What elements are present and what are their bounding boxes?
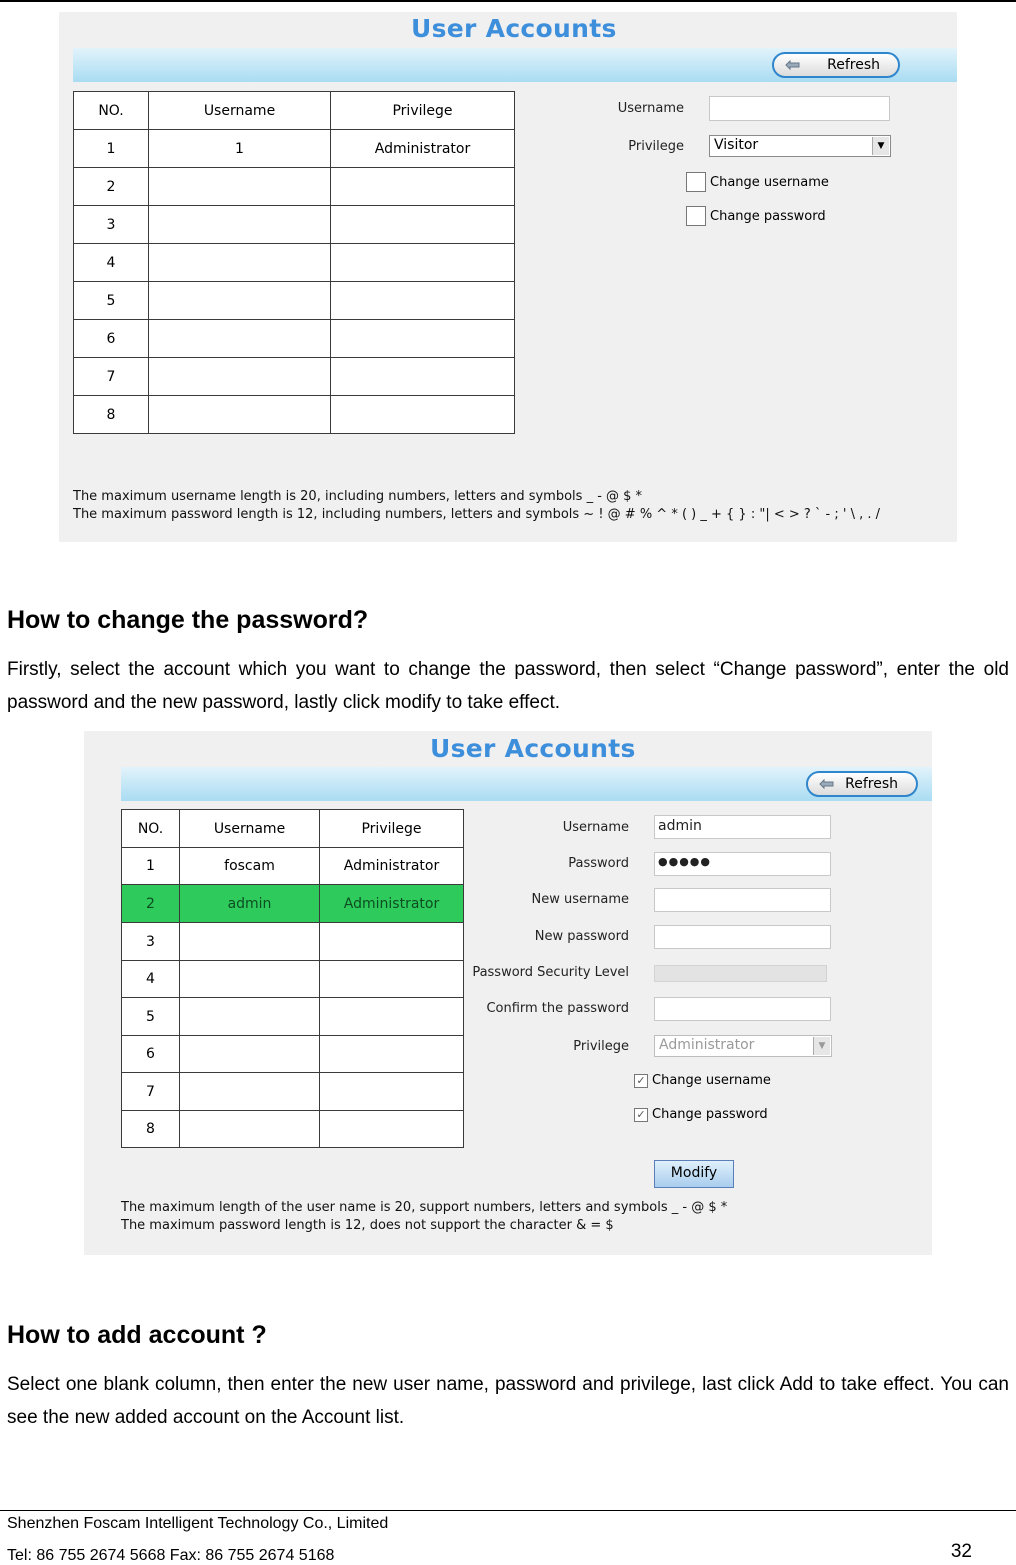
row-no: 4	[74, 244, 149, 282]
username-length-note: The maximum length of the user name is 20, support numbers, letters and symbols _ - @ $ *	[121, 1200, 728, 1215]
row-no: 6	[122, 1036, 180, 1073]
username-length-note: The maximum username length is 20, including numbers, letters and symbols _ - @ $ *	[73, 489, 643, 504]
table-row[interactable]	[74, 282, 515, 320]
table-row[interactable]	[122, 848, 464, 885]
confirm-password-input[interactable]	[654, 997, 831, 1021]
row-privilege	[320, 998, 464, 1036]
row-privilege	[331, 358, 515, 396]
row-no: 3	[122, 923, 180, 961]
row-no: 7	[122, 1073, 180, 1111]
col-header-no: NO.	[122, 810, 180, 848]
username-label: Username	[562, 820, 629, 835]
row-privilege	[320, 961, 464, 998]
row-username	[180, 1036, 320, 1073]
table-row[interactable]	[74, 130, 515, 168]
user-accounts-screenshot-2	[84, 731, 932, 1255]
accounts-table	[73, 91, 515, 434]
username-input[interactable]: admin	[654, 815, 831, 839]
table-row[interactable]	[122, 998, 464, 1036]
table-row[interactable]	[74, 168, 515, 206]
refresh-button[interactable]	[772, 52, 900, 78]
change-username-label: Change username	[710, 174, 829, 190]
row-no: 3	[74, 206, 149, 244]
section-body-add-account: Select one blank column, then enter the new user name, password and privilege, last click Add to take effect. You can see the new added account on the Account list.	[7, 1374, 1009, 1428]
password-length-note: The maximum password length is 12, does not support the character & = $	[121, 1218, 614, 1233]
row-username	[180, 998, 320, 1036]
footer-company: Shenzhen Foscam Intelligent Technology Co., Limited	[7, 1515, 389, 1532]
new-username-input[interactable]	[654, 888, 831, 912]
row-privilege	[331, 244, 515, 282]
row-no: 5	[74, 282, 149, 320]
row-username	[180, 1073, 320, 1111]
privilege-select[interactable]	[654, 1035, 832, 1057]
privilege-select-value: Visitor	[714, 137, 759, 153]
privilege-select[interactable]	[709, 135, 891, 157]
row-privilege: Administrator	[331, 130, 515, 168]
row-privilege	[331, 206, 515, 244]
refresh-icon	[818, 777, 836, 791]
footer-contact: Tel: 86 755 2674 5668 Fax: 86 755 2674 5168	[7, 1547, 335, 1564]
row-privilege	[320, 923, 464, 961]
row-privilege	[331, 282, 515, 320]
username-label: Username	[617, 101, 684, 116]
col-header-privilege: Privilege	[320, 810, 464, 848]
table-row[interactable]	[74, 358, 515, 396]
new-username-label: New username	[531, 892, 629, 907]
table-row[interactable]	[74, 206, 515, 244]
section-body-change-password: Firstly, select the account which you want to change the password, then select “Change password”, enter the old password and the new password, lastly click modify to take effect.	[7, 659, 1009, 713]
privilege-select-value: Administrator	[659, 1037, 755, 1053]
row-username	[149, 206, 331, 244]
refresh-button[interactable]	[806, 771, 918, 797]
row-username	[149, 168, 331, 206]
change-password-checkbox[interactable]	[686, 206, 826, 226]
password-length-note: The maximum password length is 12, including numbers, letters and symbols ~ ! @ # % ^ * ( ) _ + { } : "| < > ? ` - ; ' \ , . /	[73, 507, 881, 522]
row-no: 5	[122, 998, 180, 1036]
new-password-input[interactable]	[654, 925, 831, 949]
row-privilege	[320, 1111, 464, 1148]
row-no: 4	[122, 961, 180, 998]
user-accounts-screenshot-1	[59, 12, 957, 542]
section-heading-add-account: How to add account ?	[7, 1321, 267, 1349]
row-privilege	[331, 396, 515, 434]
table-row-selected[interactable]	[122, 885, 464, 923]
table-row[interactable]	[122, 1073, 464, 1111]
refresh-label: Refresh	[845, 776, 898, 792]
row-username	[180, 961, 320, 998]
row-no: 2	[122, 885, 180, 923]
privilege-label: Privilege	[628, 139, 684, 154]
row-privilege	[320, 1073, 464, 1111]
change-password-checkbox[interactable]	[634, 1107, 768, 1122]
password-input[interactable]: ●●●●●	[654, 852, 831, 876]
change-password-label: Change password	[652, 1107, 768, 1122]
table-row[interactable]	[122, 1111, 464, 1148]
row-no: 8	[122, 1111, 180, 1148]
col-header-privilege: Privilege	[331, 92, 515, 130]
chevron-down-icon: ▼	[872, 137, 889, 155]
row-no: 6	[74, 320, 149, 358]
table-row[interactable]	[74, 244, 515, 282]
confirm-password-label: Confirm the password	[486, 1001, 629, 1016]
row-username: 1	[149, 130, 331, 168]
footer-rule	[0, 1510, 1016, 1511]
row-privilege: Administrator	[320, 848, 464, 885]
row-username: foscam	[180, 848, 320, 885]
modify-button[interactable]: Modify	[654, 1160, 734, 1188]
refresh-label: Refresh	[827, 57, 880, 73]
col-header-no: NO.	[74, 92, 149, 130]
row-username	[180, 923, 320, 961]
table-row[interactable]	[122, 1036, 464, 1073]
row-username	[180, 1111, 320, 1148]
screen-title: User Accounts	[411, 14, 617, 43]
chevron-down-icon: ▼	[813, 1037, 830, 1055]
change-username-label: Change username	[652, 1073, 771, 1088]
privilege-label: Privilege	[573, 1039, 629, 1054]
page-number: 32	[950, 1541, 972, 1562]
checkbox-icon	[686, 172, 706, 192]
row-username	[149, 244, 331, 282]
screen-title: User Accounts	[430, 734, 636, 763]
row-privilege: Administrator	[320, 885, 464, 923]
table-row[interactable]	[74, 396, 515, 434]
checkbox-checked-icon: ✓	[634, 1108, 648, 1122]
change-username-checkbox[interactable]	[634, 1073, 771, 1088]
checkbox-icon	[686, 206, 706, 226]
row-username	[149, 396, 331, 434]
password-label: Password	[568, 856, 629, 871]
row-username	[149, 282, 331, 320]
table-row[interactable]	[122, 923, 464, 961]
password-security-level-bar	[654, 965, 827, 982]
row-privilege	[331, 320, 515, 358]
col-header-username: Username	[149, 92, 331, 130]
row-username	[149, 320, 331, 358]
refresh-icon	[784, 58, 802, 72]
row-no: 7	[74, 358, 149, 396]
table-row[interactable]	[74, 320, 515, 358]
row-username: admin	[180, 885, 320, 923]
password-security-level-label: Password Security Level	[472, 965, 629, 980]
username-input[interactable]	[709, 96, 890, 121]
row-no: 1	[74, 130, 149, 168]
row-privilege	[320, 1036, 464, 1073]
checkbox-checked-icon: ✓	[634, 1074, 648, 1088]
section-heading-change-password: How to change the password?	[7, 606, 369, 634]
table-row[interactable]	[122, 961, 464, 998]
row-username	[149, 358, 331, 396]
row-no: 2	[74, 168, 149, 206]
change-password-label: Change password	[710, 208, 826, 224]
row-no: 1	[122, 848, 180, 885]
new-password-label: New password	[534, 929, 629, 944]
accounts-table	[121, 809, 464, 1148]
top-rule	[0, 0, 1016, 2]
col-header-username: Username	[180, 810, 320, 848]
row-no: 8	[74, 396, 149, 434]
row-privilege	[331, 168, 515, 206]
change-username-checkbox[interactable]	[686, 172, 829, 192]
